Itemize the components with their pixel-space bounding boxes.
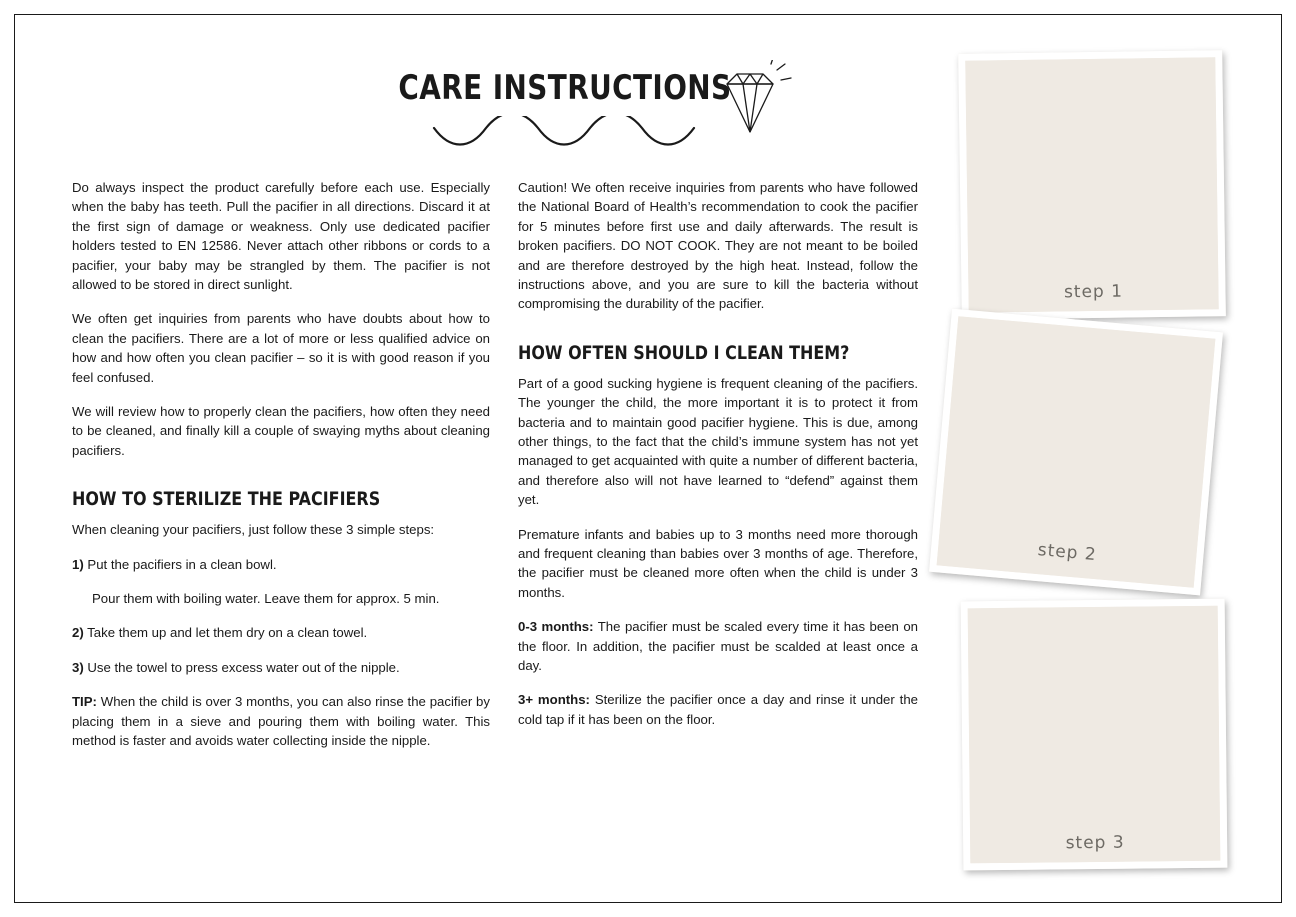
step-text: Take them up and let them dry on a clean towel. xyxy=(87,625,368,641)
age-note xyxy=(518,617,918,675)
photo-step-3 xyxy=(961,599,1228,871)
photo-caption: step 1 xyxy=(1063,281,1124,303)
diamond-icon xyxy=(705,60,795,140)
step-text: Put the pacifiers in a clean bowl. xyxy=(87,556,277,572)
tip-label: TIP: xyxy=(72,694,97,710)
photo-background xyxy=(965,57,1218,312)
page-title: CARE INSTRUCTIONS xyxy=(398,68,732,108)
age-note-label: 3+ months: xyxy=(518,692,590,708)
step-number: 3) xyxy=(72,659,84,675)
photo-strip xyxy=(930,40,1260,880)
paragraph: Premature infants and babies up to 3 months need more thorough and frequent cleaning than babies over 3 months of age. Therefore, the pacifier must be cleaned more often when the child is under 3 months. xyxy=(518,526,918,600)
step-text: Pour them with boiling water. Leave them for approx. 5 min. xyxy=(92,591,440,607)
paragraph: Do always inspect the product carefully before each use. Especially when the baby has teeth. Pull the pacifier in all directions. Discard it at the first sign of damage or weakness. Only use dedicated pacifier holders tested to EN 12586. Never attach other ribbons or cords to a pacifier, your baby may be strangled by them. The pacifier is not allowed to be stored in direct sunlight. xyxy=(72,180,490,293)
left-text-column xyxy=(72,178,490,750)
age-note-text: The pacifier must be scaled every time it has been on the floor. In addition, the pacifier must be scalded at least once a day. xyxy=(518,619,918,674)
photo-caption: step 2 xyxy=(1036,540,1098,566)
step-number: 1) xyxy=(72,556,84,572)
sterilize-intro: When cleaning your pacifiers, just follow these 3 simple steps: xyxy=(72,522,435,538)
photo-step-2 xyxy=(929,309,1223,596)
tip-text: When the child is over 3 months, you can also rinse the pacifier by placing them in a sieve and pouring them with boiling water. This method is faster and avoids water collecting inside the nipple. xyxy=(72,694,490,749)
list-item xyxy=(72,623,490,642)
caution-paragraph: Caution! We often receive inquiries from parents who have followed the National Board of Health’s recommendation to cook the pacifier for 5 minutes before first use and daily afterwards. The result is broken pacifiers. DO NOT COOK. They are not meant to be boiled and are therefore destroyed by the high heat. Instead, follow the instructions above, and you are sure to kill the bacteria without compromising the durability of the pacifier. xyxy=(518,180,918,312)
tip-paragraph xyxy=(72,692,490,750)
age-note-label: 0-3 months: xyxy=(518,619,594,635)
paragraph: We will review how to properly clean the pacifiers, how often they need to be cleaned, and finally kill a couple of swaying myths about cleaning pacifiers. xyxy=(72,404,490,458)
wave-divider-icon xyxy=(430,116,700,150)
section-heading-how-often: HOW OFTEN SHOULD I CLEAN THEM? xyxy=(518,341,850,364)
step-number: 2) xyxy=(72,625,84,641)
photo-background xyxy=(968,606,1221,864)
age-note-text: Sterilize the pacifier once a day and rinse it under the cold tap if it has been on the floor. xyxy=(518,692,918,727)
photo-step-1 xyxy=(958,50,1226,320)
photo-caption: step 3 xyxy=(1065,832,1125,854)
sterilize-steps-list xyxy=(72,555,490,678)
step-text: Use the towel to press excess water out of the nipple. xyxy=(87,659,400,675)
list-item xyxy=(72,555,490,574)
age-note xyxy=(518,690,918,729)
list-item xyxy=(72,589,490,608)
section-heading-sterilize: HOW TO STERILIZE THE PACIFIERS xyxy=(72,488,381,511)
right-text-column xyxy=(518,178,918,729)
paragraph: We often get inquiries from parents who have doubts about how to clean the pacifiers. There are a lot of more or less qualified advice on how and how often you clean pacifier – so it is with good reason if you feel confused. xyxy=(72,311,490,385)
list-item xyxy=(72,658,490,677)
paragraph: Part of a good sucking hygiene is frequent cleaning of the pacifiers. The younger the child, the more important it is to protect it from bacteria and to maintain good pacifier hygiene. This is due, among other things, to the fact that the child’s immune system has not yet managed to get acquainted with quite a number of different bacteria, and therefore also will not have learned to “defend” against them yet. xyxy=(518,375,918,508)
